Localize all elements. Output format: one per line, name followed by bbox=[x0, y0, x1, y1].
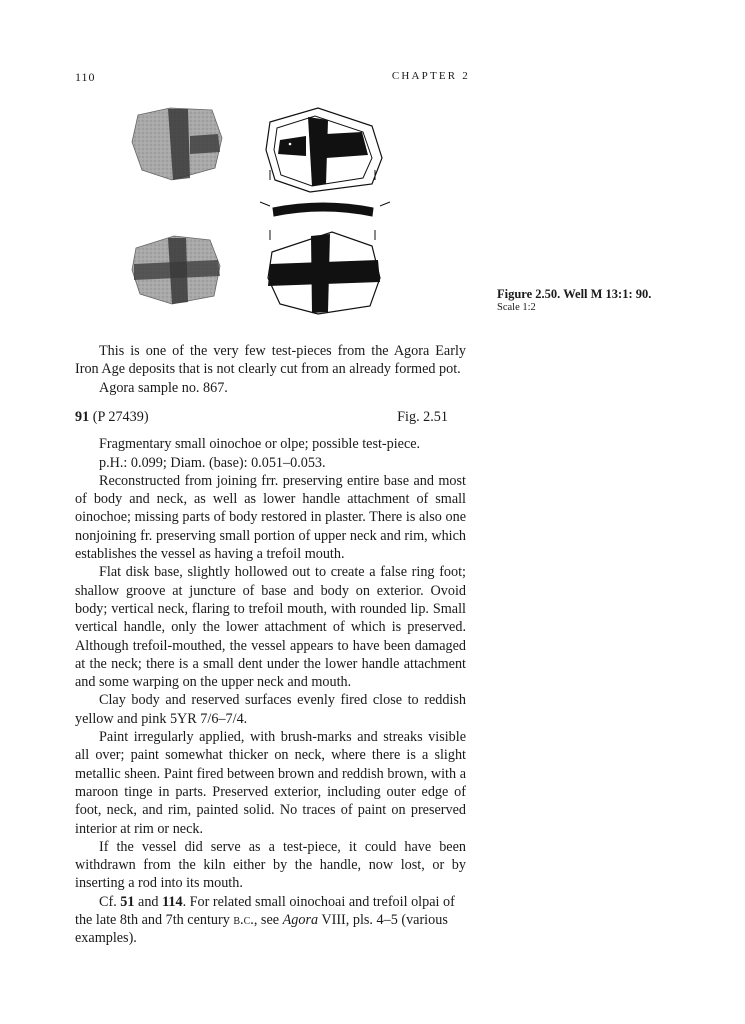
sherd-photo-interior bbox=[132, 236, 220, 304]
era-abbrev: b.c. bbox=[233, 912, 254, 929]
cross-ref-114: 114 bbox=[162, 893, 183, 910]
entry-condition: Reconstructed from joining frr. preserving entire base and most of body and neck, as well as lower handle attachment of small oinochoe; missing parts of body restored in plaster. There is also one nonjoining fr. preserving small portion of upper neck and rim, which establishes the vessel as having a trefoil mouth. bbox=[75, 472, 466, 563]
entry-inventory: (P 27439) bbox=[92, 409, 149, 425]
running-head: CHAPTER 2 bbox=[391, 70, 470, 82]
figure-caption-scale: Scale 1:2 bbox=[497, 302, 536, 313]
sample-note: Agora sample no. 867. bbox=[99, 379, 228, 396]
entry-shape: Flat disk base, slightly hollowed out to create a false ring foot; shallow groove at juncture of base and body on exterior. Ovoid body; vertical neck, flaring to trefoil mouth, with rounded lip. Small vertical handle, only the lower attachment of which is preserved. Although trefoil-mouthed, the vessel appears to have been damaged at the neck; there is a small dent under the lower handle attachment and some warping on the upper neck and mouth. bbox=[75, 564, 466, 691]
sherd-photo-exterior bbox=[132, 108, 222, 180]
figure-caption-title: Figure 2.50. Well M 13:1: 90. bbox=[497, 287, 652, 301]
sherd-drawing-exterior bbox=[266, 108, 382, 192]
entry-heading bbox=[75, 408, 466, 426]
entry-paint: Paint irregularly applied, with brush-marks and streaks visible all over; paint somewhat thicker on neck, where there is a slight metallic sheen. Paint fired between brown and reddish brown, with a maroon tinge in parts. Preserved exterior, including outer edge of foot, neck, and rim, painted solid. No traces of paint on preserved interior at rim or neck. bbox=[75, 729, 466, 837]
entry-clay: Clay body and reserved surfaces evenly fired close to reddish yellow and pink 5YR 7/6–7/4. bbox=[75, 692, 466, 727]
entry-comparanda: Cf. 51 and 114. For related small oinochoai and trefoil olpai of the late 8th and 7th century b.c., see Agora VIII, pls. 4–5 (various examples). bbox=[75, 893, 455, 947]
entry-description: Fragmentary small oinochoe or olpe; possible test-piece. bbox=[99, 436, 421, 453]
intro-text bbox=[75, 342, 466, 397]
entry-dimensions: p.H.: 0.099; Diam. (base): 0.051–0.053. bbox=[99, 454, 326, 471]
sherd-drawing-interior bbox=[268, 232, 380, 314]
catalogue-entry bbox=[75, 408, 466, 948]
page-number: 110 bbox=[75, 70, 96, 84]
cross-ref-51: 51 bbox=[120, 893, 135, 910]
journal-title: Agora bbox=[282, 912, 319, 929]
entry-testpiece: If the vessel did serve as a test-piece, it could have been withdrawn from the kiln either by the handle, now lost, or by inserting a rod into its mouth. bbox=[75, 838, 466, 892]
entry-figure-ref: Fig. 2.51 bbox=[397, 409, 448, 425]
intro-paragraph: This is one of the very few test-pieces from the Agora Early Iron Age deposits that is not clearly cut from an already formed pot. bbox=[75, 343, 466, 378]
figure-drawing bbox=[110, 100, 410, 330]
entry-number: 91 bbox=[75, 409, 90, 425]
